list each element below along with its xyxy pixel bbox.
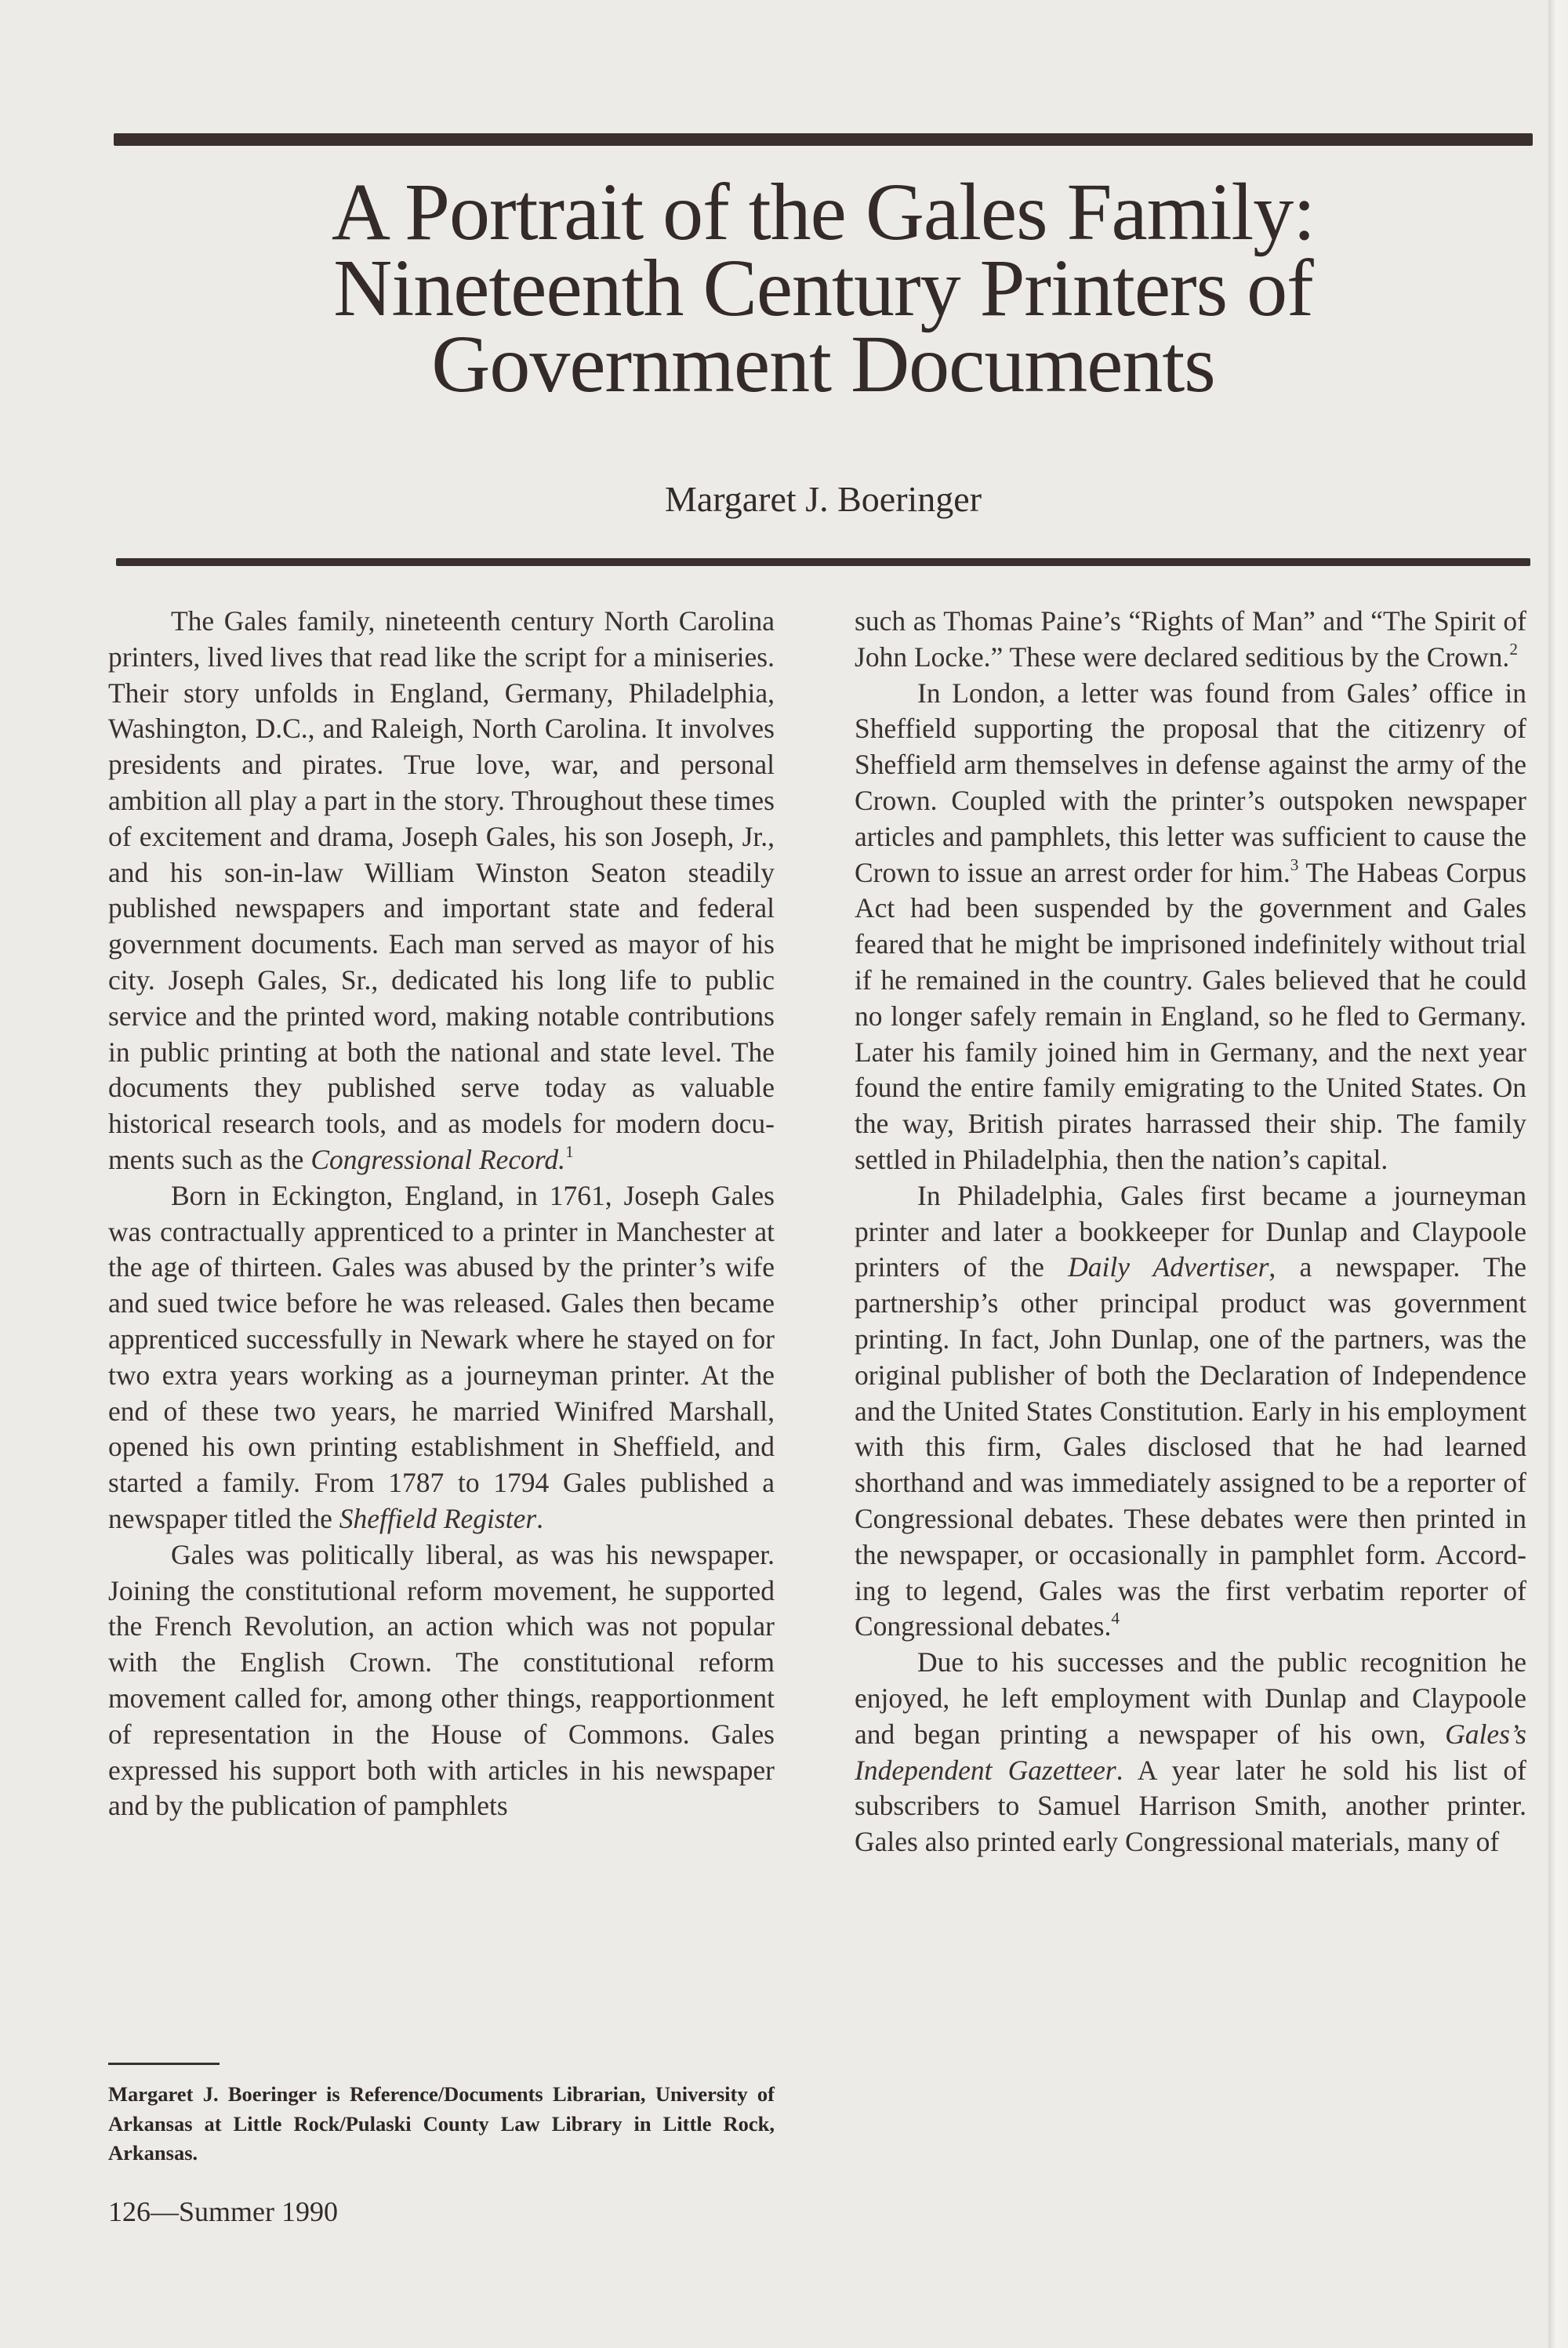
footnote-reference: 3 <box>1290 855 1299 874</box>
page-folio: 126—Summer 1990 <box>108 2196 338 2227</box>
title-line-2: Nineteenth Century Printers of <box>333 243 1313 333</box>
italic-title: Congressional Record. <box>310 1143 566 1175</box>
body-paragraph <box>855 1178 1526 1645</box>
footnote-reference: 2 <box>1509 639 1518 659</box>
title-top-rule <box>114 133 1533 146</box>
italic-title: Gales’s Independent Gazetteer <box>855 1718 1526 1786</box>
paragraph-text: , a newspaper. The partnership’s other principal product was government printing. In fact, John Dunlap, one of the partners, was the original publisher of both the Declaration of Independence and the United States Constitution. Early in his employment with this firm, Gales disclosed that he had learned shorthand and was immediately assigned to be a reporter of Congressional debates. These debates were then printed in the newspaper, or occasionally in pamphlet form. According to legend, Gales was the first verbatim reporter of Congressional debates. <box>855 1251 1526 1642</box>
title-line-1: A Portrait of the Gales Family: <box>331 167 1316 257</box>
paragraph-text: . A year later he sold his list of subscribers to Samuel Harrison Smith, another printer. Gales also printed early Congressional materials, many of <box>855 1754 1526 1858</box>
body-paragraph <box>855 676 1526 1178</box>
paragraph-text: Born in Eckington, England, in 1761, Joseph Gales was contractually apprenticed to a printer in Manchester at the age of thirteen. Gales was abused by the printer’s wife and sued twice before he was released. Gales then became apprenticed successfully in Newark where he stayed on for two extra years working as a journeyman printer. At the end of these two years, he married Winifred Marshall, opened his own printing establishment in Sheffield, and started a family. From 1787 to 1794 Gales published a newspaper titled the <box>108 1179 775 1534</box>
body-paragraph <box>108 604 775 1178</box>
footnote-reference: 4 <box>1111 1609 1120 1628</box>
title-line-3: Government Documents <box>431 319 1215 409</box>
paragraph-text: In Philadelphia, Gales first became a journeyman printer and later a bookkeeper for Dunlap and Claypoole printers of the <box>855 1179 1526 1283</box>
paragraph-text: . <box>536 1502 544 1534</box>
body-column-left <box>108 604 775 1824</box>
paragraph-text: Due to his successes and the public recognition he enjoyed, he left employment with Dunlap and Claypoole and began printing a newspaper of his own, <box>855 1646 1526 1750</box>
footnote-rule <box>108 2063 220 2065</box>
body-paragraph <box>108 1178 775 1537</box>
paragraph-text: Gales was politically liberal, as was his newspaper. Joining the constitutional reform movement, he supported the French Revolution, an action which was not popular with the English Crown. The constitutional reform movement called for, among other things, reapportionment of representation in the House of Commons. Gales expressed his support both with articles in his newspaper and by the publication of pamphlets <box>108 1538 775 1822</box>
paragraph-text: In London, a letter was found from Gales’ office in Sheffield supporting the proposal that the citizenry of Sheffield arm themselves in defense against the army of the Crown. Coupled with the printer’s outspoken newspaper articles and pamphlets, this letter was sufficient to cause the Crown to issue an arrest order for him. <box>855 677 1526 888</box>
italic-title: Daily Advertiser <box>1068 1251 1269 1283</box>
footnote-reference: 1 <box>565 1142 574 1162</box>
body-paragraph <box>855 604 1526 676</box>
italic-title: Sheffield Register <box>339 1502 537 1534</box>
paragraph-text: The Habeas Corpus Act had been suspended by the government and Gales feared that he might be imprisoned indefinitely without trial if he remained in the country. Gales believed that he could no longer safely remain in England, so he fled to Germany. Later his family joined him in Germany, and the next year found the entire family emigrating to the United States. On the way, British pirates harrassed their ship. The family settled in Philadelphia, then the nation’s capital. <box>855 856 1526 1175</box>
article-title <box>0 167 1568 409</box>
paragraph-text: such as Thomas Paine’s “Rights of Man” and “The Spirit of John Locke.” These were declared seditious by the Crown. <box>855 605 1526 673</box>
paragraph-text: The Gales family, nineteenth century North Carolina printers, lived lives that read like the script for a miniseries. Their story unfolds in England, Germany, Philadelphia, Washington, D.C., and Raleigh, North Carolina. It involves presidents and pirates. True love, war, and personal ambition all play a part in the story. Throughout these times of excitement and drama, Joseph Gales, his son Joseph, Jr., and his son-in-law William Winston Seaton steadily published newspapers and important state and federal government documents. Each man served as mayor of his city. Joseph Gales, Sr., dedicated his long life to public service and the printed word, making notable contributions in public printing at both the national and state level. The documents they published serve today as valuable historical research tools, and as models for modern documents such as the <box>108 605 775 1175</box>
author-bio-footnote: Margaret J. Boeringer is Reference/Documents Librarian, University of Arkansas at Little Rock/Pulaski County Law Library in Little Rock, Arkansas. <box>108 2082 775 2165</box>
body-column-right <box>855 604 1526 1860</box>
body-paragraph <box>855 1645 1526 1860</box>
title-bottom-rule <box>116 558 1530 566</box>
author-byline: Margaret J. Boeringer <box>664 479 982 519</box>
body-paragraph <box>108 1537 775 1824</box>
